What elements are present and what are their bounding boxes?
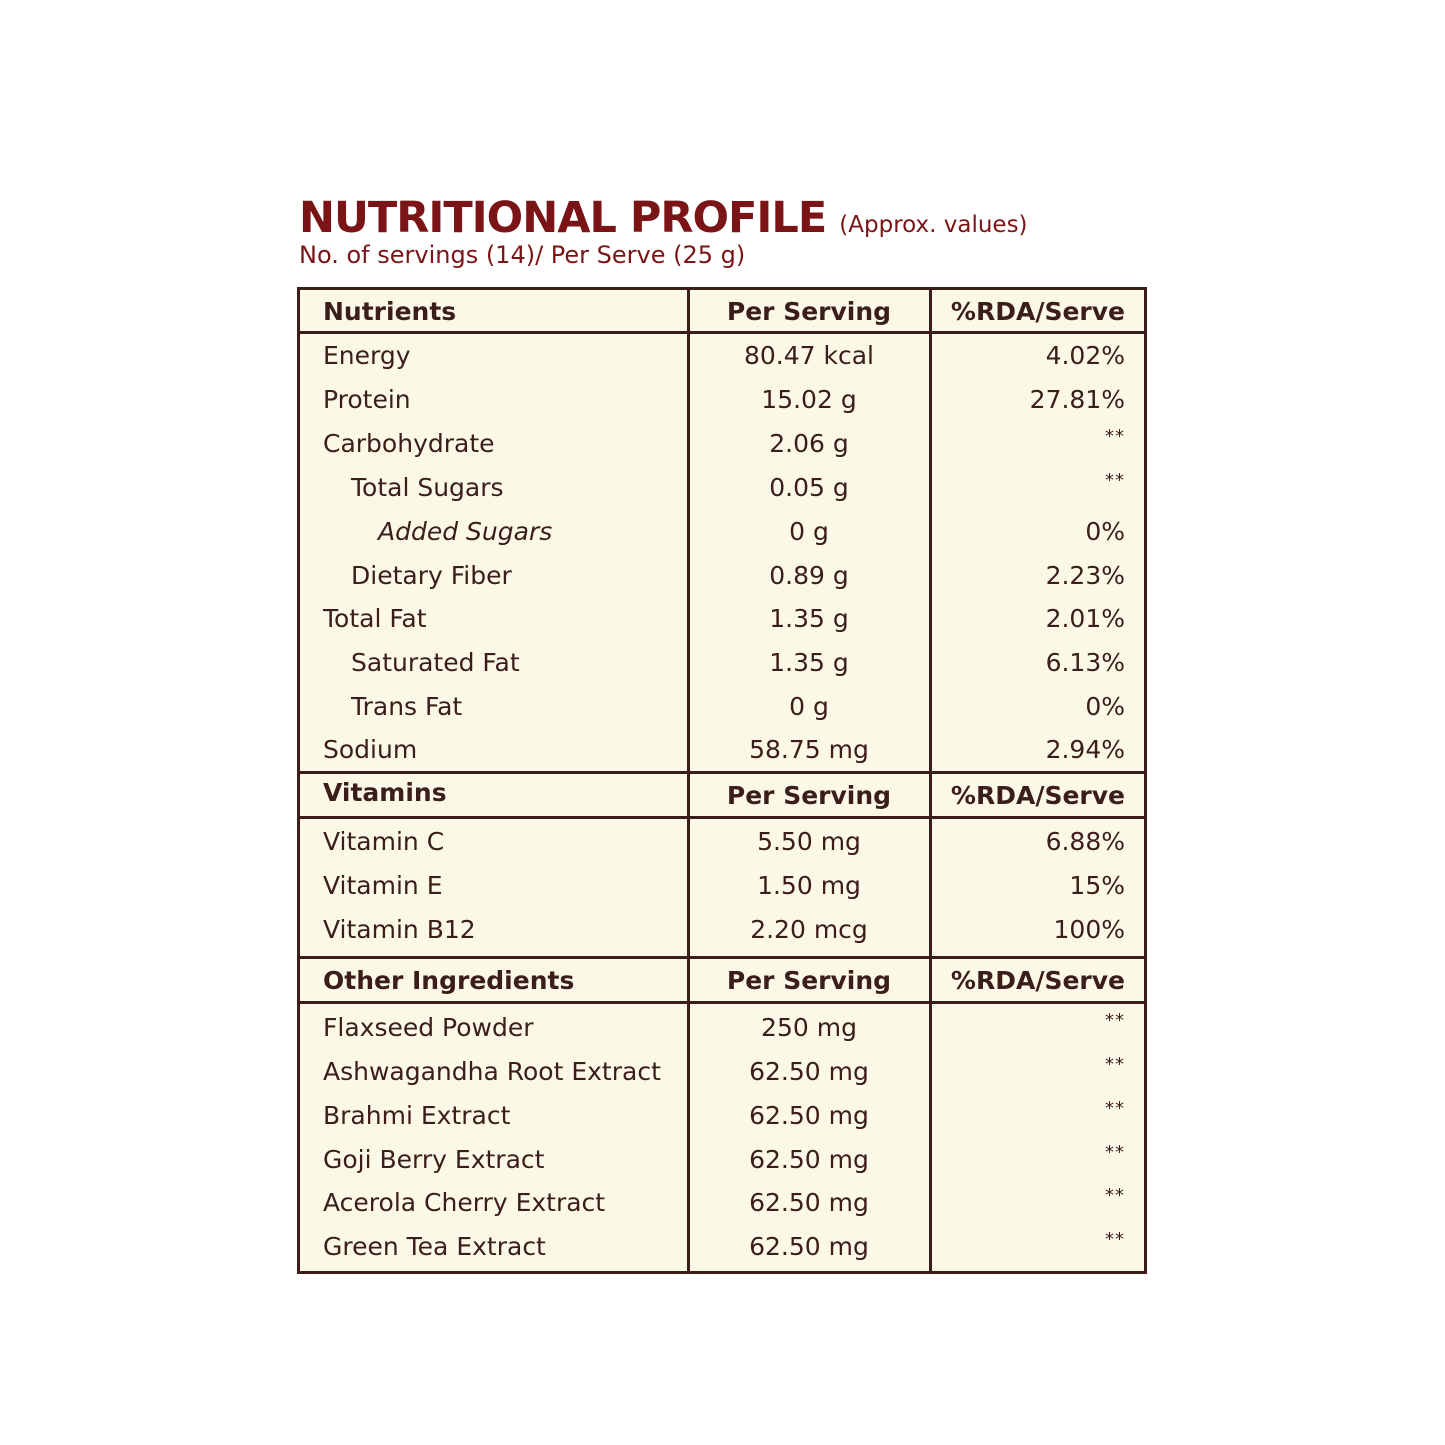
- nutrient-name: Added Sugars: [378, 517, 553, 546]
- ingredient-serving: 62.50 mg: [749, 1057, 869, 1086]
- nutrient-serving: 0 g: [789, 517, 829, 546]
- ingredient-name: Goji Berry Extract: [323, 1145, 545, 1174]
- nutrient-name: Protein: [323, 385, 411, 414]
- ingredient-serving: 62.50 mg: [749, 1232, 869, 1261]
- title-line: [299, 190, 1199, 246]
- table-row: [300, 334, 1144, 378]
- table-row: [300, 1006, 1144, 1050]
- nutrients-header-row: [300, 290, 1144, 334]
- vitamins-header-row: [300, 774, 1144, 818]
- ingredient-name: Brahmi Extract: [323, 1101, 511, 1130]
- ingredient-serving: 62.50 mg: [749, 1145, 869, 1174]
- nutrient-rda: 2.01%: [1045, 604, 1125, 633]
- ingredient-name: Green Tea Extract: [323, 1232, 546, 1261]
- table-row: [300, 554, 1144, 598]
- nutrient-rda: 2.23%: [1045, 561, 1125, 590]
- vitamins-header-serving: Per Serving: [726, 781, 892, 810]
- other-header-rda: %RDA/Serve: [950, 966, 1125, 995]
- table-row: [300, 641, 1144, 685]
- table-row: [300, 728, 1144, 772]
- table-row: [300, 1181, 1144, 1225]
- vitamins-header-rda: %RDA/Serve: [950, 781, 1125, 810]
- nutrient-serving: 0.05 g: [769, 473, 849, 502]
- nutrient-serving: 58.75 mg: [749, 735, 869, 764]
- table-row: [300, 422, 1144, 466]
- nutrient-name: Sodium: [323, 735, 418, 764]
- vitamin-name: Vitamin E: [323, 871, 443, 900]
- nutrient-rda: **: [1105, 470, 1125, 491]
- heading: [299, 190, 1199, 270]
- vitamin-serving: 2.20 mcg: [750, 915, 868, 944]
- vitamins-header-name: Vitamins: [323, 778, 447, 807]
- ingredient-rda: **: [1105, 1010, 1125, 1031]
- ingredient-rda: **: [1105, 1098, 1125, 1119]
- nutrient-rda: 27.81%: [1029, 385, 1125, 414]
- other-header-row: [300, 959, 1144, 1003]
- nutrition-table: [297, 287, 1147, 1274]
- ingredient-serving: 250 mg: [761, 1013, 857, 1042]
- vitamin-rda: 6.88%: [1045, 827, 1125, 856]
- nutrient-serving: 80.47 kcal: [743, 341, 874, 370]
- table-row: [300, 1138, 1144, 1182]
- ingredient-name: Flaxseed Powder: [323, 1013, 534, 1042]
- nutrient-name: Total Sugars: [351, 473, 504, 502]
- table-row: [300, 1094, 1144, 1138]
- other-header-serving: Per Serving: [726, 966, 892, 995]
- nutrient-rda: **: [1105, 426, 1125, 447]
- page-title: NUTRITIONAL PROFILE: [299, 193, 827, 243]
- servings-info: No. of servings (14)/ Per Serve (25 g): [299, 241, 746, 269]
- nutrient-rda: 6.13%: [1045, 648, 1125, 677]
- ingredient-serving: 62.50 mg: [749, 1188, 869, 1217]
- ingredient-serving: 62.50 mg: [749, 1101, 869, 1130]
- nutrient-rda: 0%: [1085, 517, 1125, 546]
- nutrient-name: Dietary Fiber: [351, 561, 512, 590]
- vitamin-name: Vitamin C: [323, 827, 445, 856]
- table-row: [300, 864, 1144, 908]
- ingredient-name: Ashwagandha Root Extract: [323, 1057, 661, 1086]
- table-row: [300, 597, 1144, 641]
- nutrient-name: Saturated Fat: [351, 648, 520, 677]
- nutrient-name: Total Fat: [323, 604, 427, 633]
- nutrient-rda: 4.02%: [1045, 341, 1125, 370]
- nutrient-serving: 0.89 g: [769, 561, 849, 590]
- table-row: [300, 685, 1144, 729]
- nutrient-serving: 2.06 g: [769, 429, 849, 458]
- table-row: [300, 466, 1144, 510]
- nutrient-serving: 0 g: [789, 692, 829, 721]
- vitamin-rda: 15%: [1069, 871, 1125, 900]
- nutrient-serving: 15.02 g: [761, 385, 857, 414]
- nutrients-header-rda: %RDA/Serve: [950, 297, 1125, 326]
- table-row: [300, 510, 1144, 554]
- vitamin-serving: 1.50 mg: [757, 871, 861, 900]
- ingredient-name: Acerola Cherry Extract: [323, 1188, 606, 1217]
- nutrients-header-serving: Per Serving: [726, 297, 892, 326]
- title-note: (Approx. values): [839, 212, 1028, 238]
- table-row: [300, 908, 1144, 952]
- vitamin-rda: 100%: [1053, 915, 1125, 944]
- nutrient-name: Energy: [323, 341, 411, 370]
- nutrient-rda: 2.94%: [1045, 735, 1125, 764]
- ingredient-rda: **: [1105, 1054, 1125, 1075]
- nutrient-name: Carbohydrate: [323, 429, 495, 458]
- other-header-name: Other Ingredients: [323, 966, 575, 995]
- ingredient-rda: **: [1105, 1229, 1125, 1250]
- vitamin-name: Vitamin B12: [323, 915, 476, 944]
- ingredient-rda: **: [1105, 1185, 1125, 1206]
- table-row: [300, 1050, 1144, 1094]
- nutrient-rda: 0%: [1085, 692, 1125, 721]
- nutrient-serving: 1.35 g: [769, 604, 849, 633]
- table-row: [300, 378, 1144, 422]
- table-row: [300, 820, 1144, 864]
- nutrient-name: Trans Fat: [351, 692, 463, 721]
- vitamin-serving: 5.50 mg: [757, 827, 861, 856]
- table-row: [300, 1225, 1144, 1269]
- ingredient-rda: **: [1105, 1142, 1125, 1163]
- nutrients-header-name: Nutrients: [323, 297, 457, 326]
- nutrient-serving: 1.35 g: [769, 648, 849, 677]
